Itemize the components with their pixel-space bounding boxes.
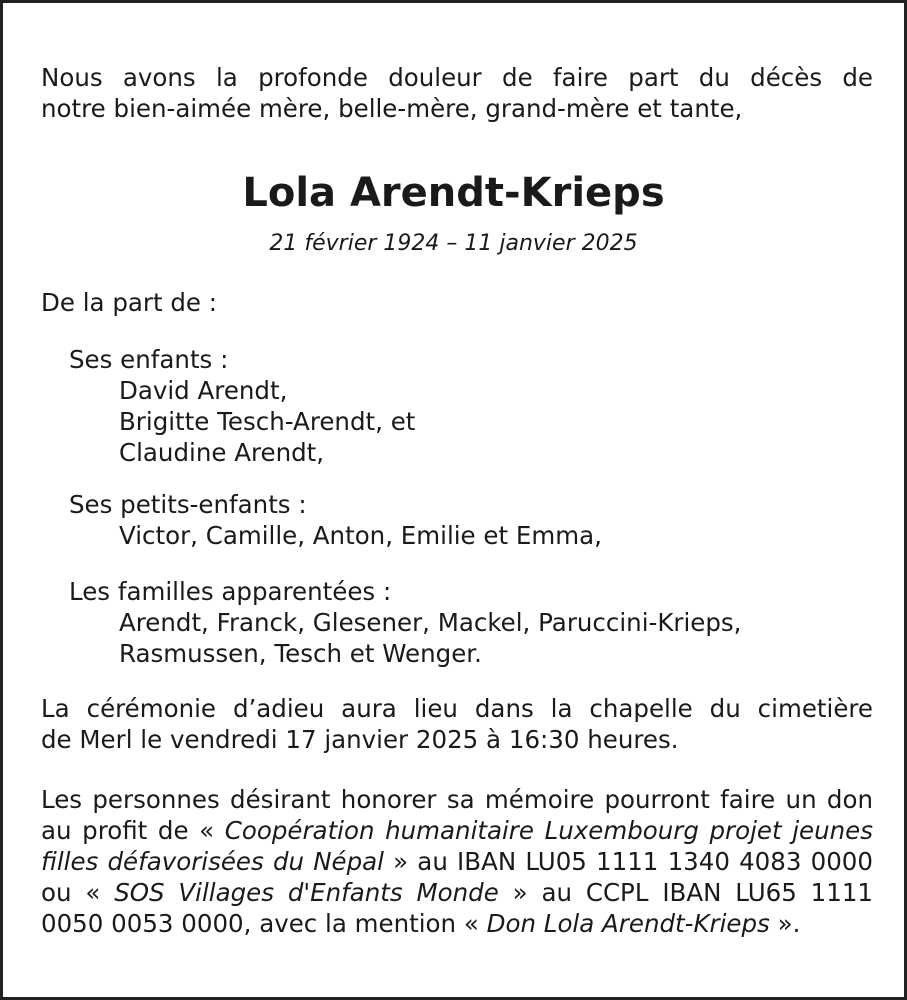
deceased-name: Lola Arendt-Krieps [242, 170, 665, 216]
donation-organization-1: Coopération humanitaire Luxembourg projet jeunes filles défavorisées du Népal [41, 816, 874, 876]
donation-text: » au CCPL IBAN LU65 1111 0050 0053 0000, avec la mention « [41, 878, 873, 938]
child-name: Brigitte Tesch-Arendt, et [119, 407, 416, 436]
donation-mention: Don Lola Arendt-Krieps [486, 909, 770, 938]
donation-text: » au IBAN LU05 1111 1340 4083 0000 ou « [41, 847, 873, 907]
intro-paragraph [41, 62, 873, 124]
donation-organization-2: SOS Villages d'Enfants Monde [114, 878, 499, 907]
ceremony-line-1: La cérémonie d’adieu aura lieu dans la chapelle du cimetière [41, 694, 873, 723]
families-section [69, 576, 741, 669]
families-heading: Les familles apparentées : [69, 577, 392, 606]
donation-text: Les personnes désirant honorer sa mémoire pourront faire un don au profit de « [41, 785, 873, 845]
donation-text: ». [769, 909, 801, 938]
ceremony-line-2: de Merl le vendredi 17 janvier 2025 à 16:30 heures. [41, 725, 679, 754]
intro-line-1: Nous avons la profonde douleur de faire part du décès de [41, 63, 873, 92]
child-name: David Arendt, [119, 376, 288, 405]
grandchildren-heading: Ses petits-enfants : [69, 490, 307, 519]
life-dates: 21 février 1924 – 11 janvier 2025 [269, 231, 638, 256]
intro-line-2: notre bien-aimée mère, belle-mère, grand-mère et tante, [41, 94, 743, 123]
grandchildren-section [69, 489, 602, 551]
from-label: De la part de : [41, 288, 218, 317]
families-names: Rasmussen, Tesch et Wenger. [119, 639, 482, 668]
grandchildren-names: Victor, Camille, Anton, Emilie et Emma, [119, 521, 602, 550]
children-section [69, 344, 415, 468]
children-heading: Ses enfants : [69, 345, 229, 374]
donation-paragraph [41, 784, 873, 939]
ceremony-paragraph [41, 693, 873, 755]
families-names: Arendt, Franck, Glesener, Mackel, Paruccini-Krieps, [119, 608, 742, 637]
child-name: Claudine Arendt, [119, 438, 325, 467]
